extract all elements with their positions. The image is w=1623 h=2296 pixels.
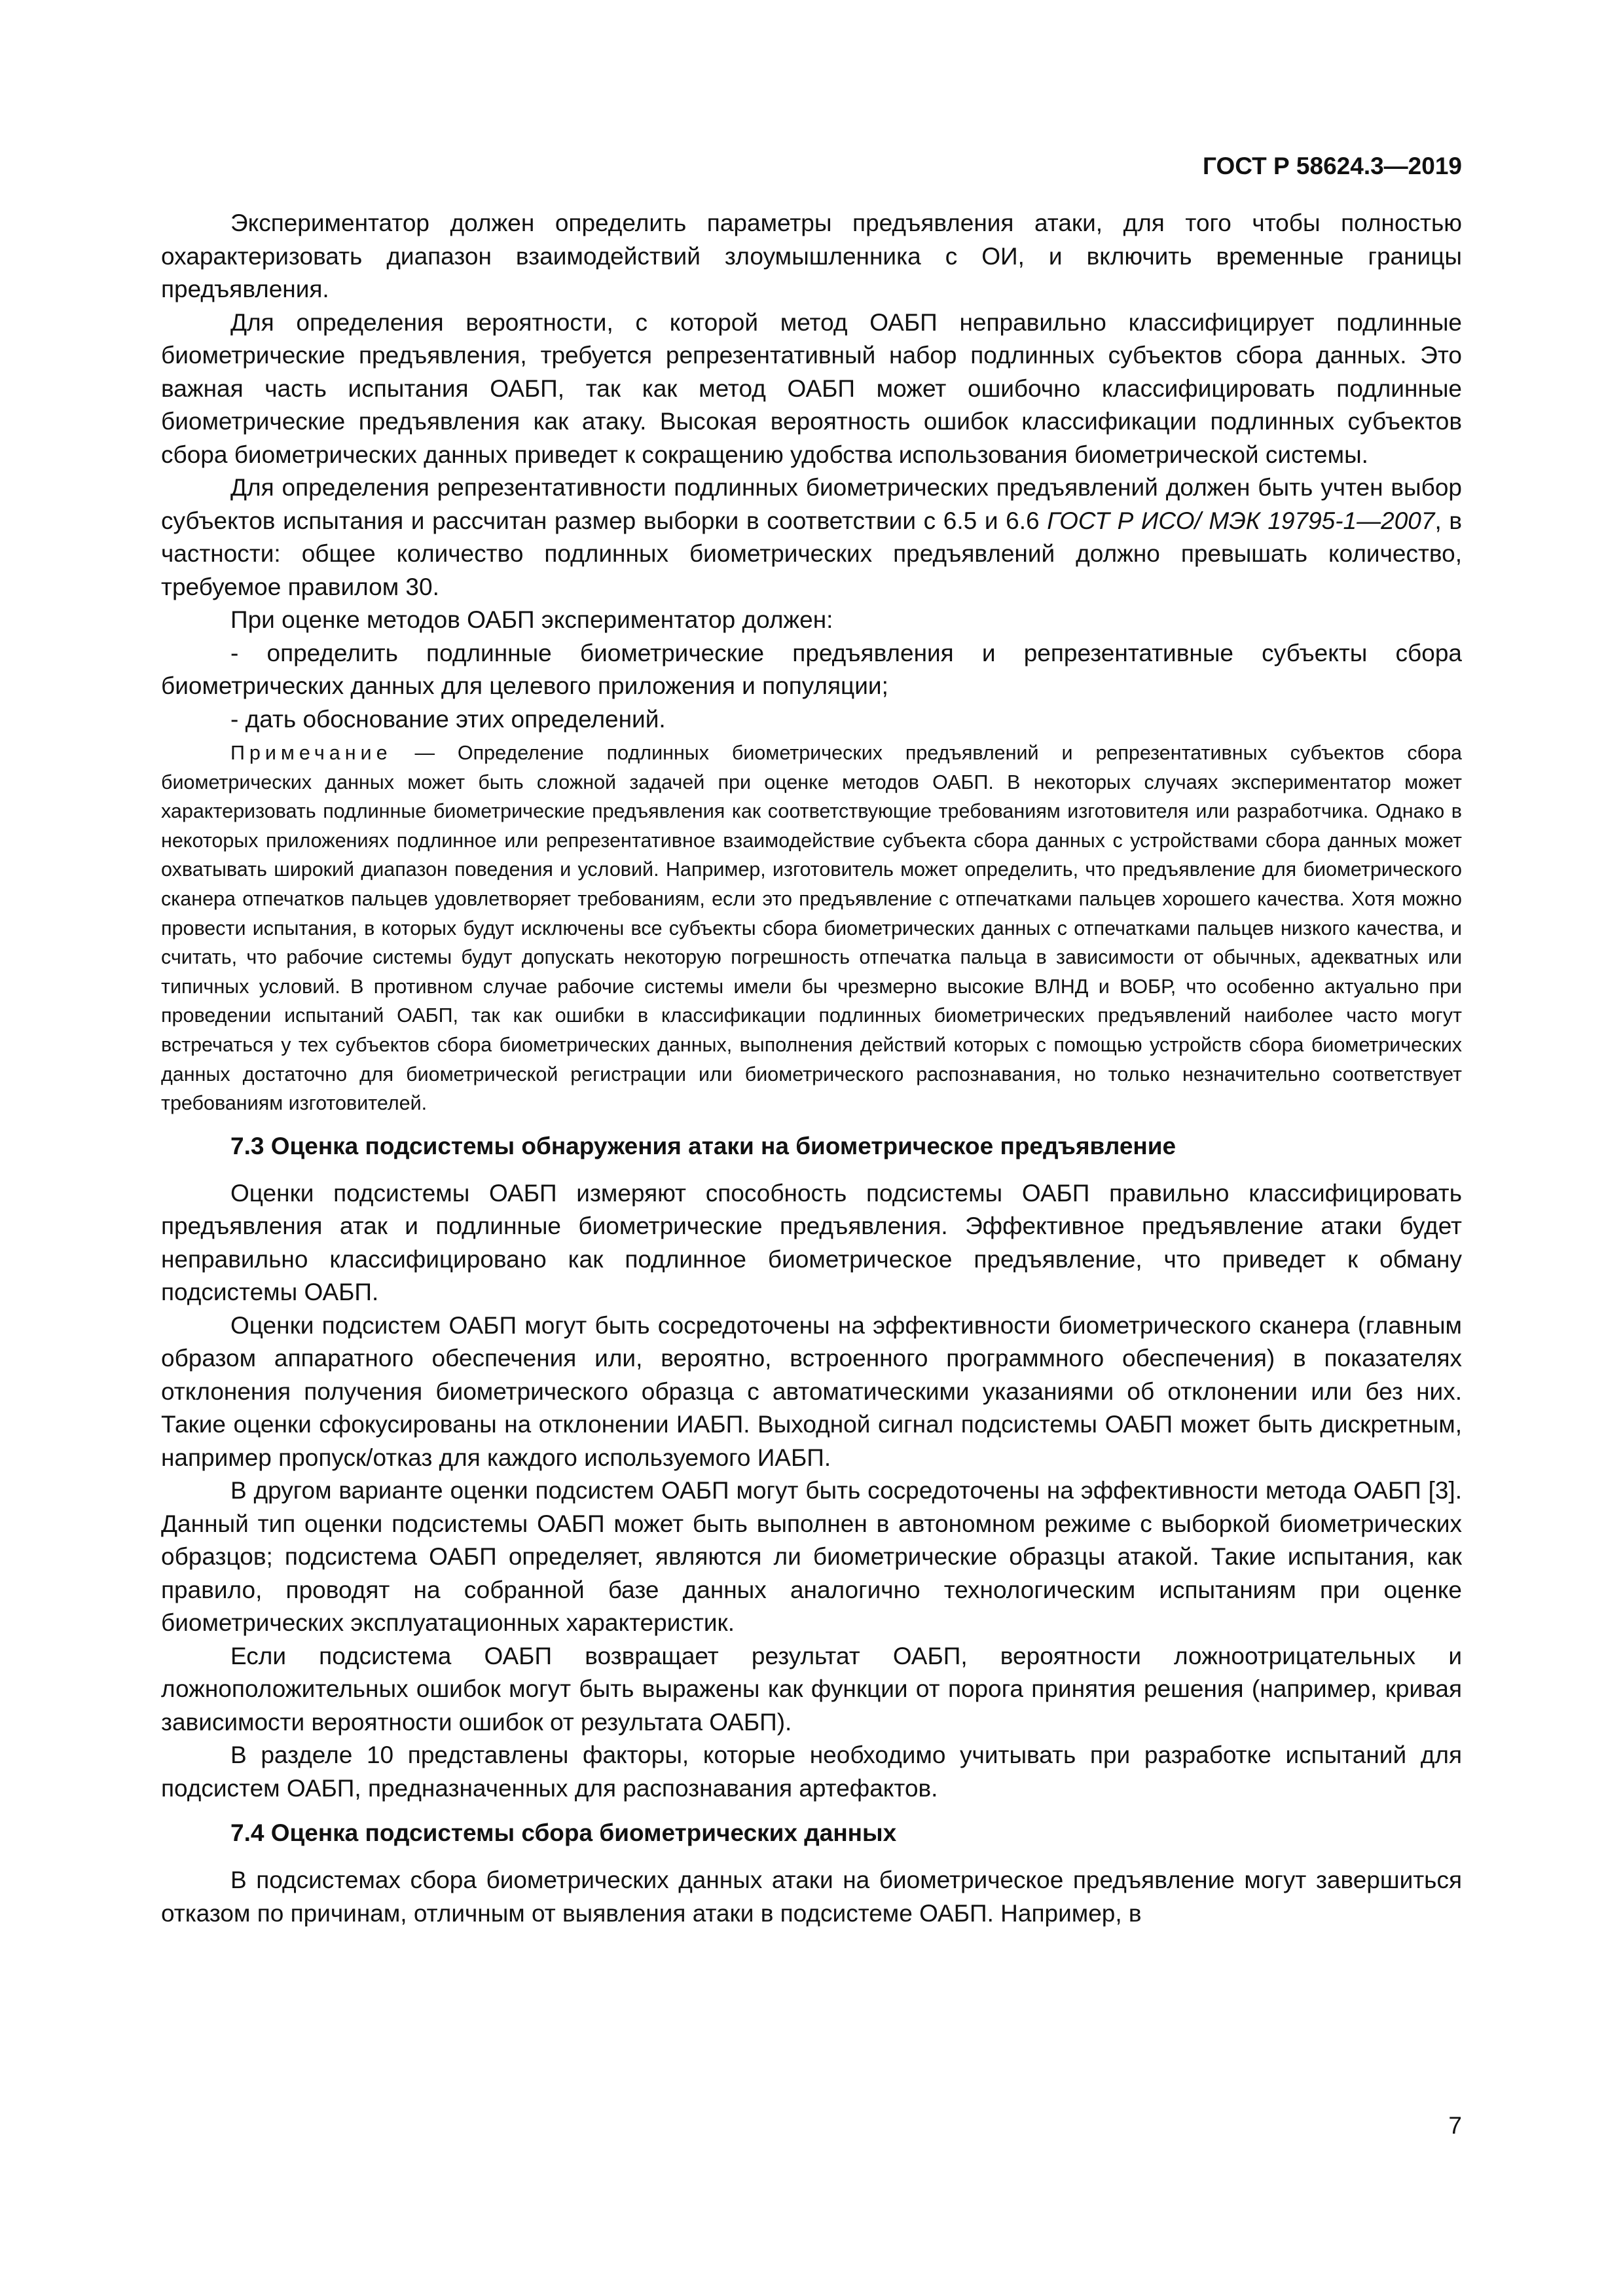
- section-heading: 7.3 Оценка подсистемы обнаружения атаки на биометрическое предъявление: [230, 1132, 1176, 1159]
- note-block: [161, 738, 1462, 1118]
- paragraph: В подсистемах сбора биометрических данных атаки на биометрическое предъявление могут завершиться отказом по причинам, отличным от выявления атаки в подсистеме ОАБП. Например, в: [161, 1867, 1462, 1927]
- page-number: 7: [1448, 2112, 1462, 2139]
- paragraph: Оценки подсистемы ОАБП измеряют способность подсистемы ОАБП правильно классифицировать предъявления атак и подлинные биометрические предъявления. Эффективное предъявление атаки будет неправильно классифицировано как подлинное биометрическое предъявление, что приведет к обману подсистемы ОАБП.: [161, 1179, 1462, 1306]
- standard-reference: ГОСТ Р ИСО/ МЭК 19795-1—2007: [1047, 507, 1435, 534]
- paragraph: Если подсистема ОАБП возвращает результат ОАБП, вероятности ложноотрицательных и ложноположительных ошибок могут быть выражены как функции от порога принятия решения (например, кривая зависимости вероятности ошибок от результата ОАБП).: [161, 1642, 1462, 1736]
- paragraph: Экспериментатор должен определить параметры предъявления атаки, для того чтобы полностью охарактеризовать диапазон взаимодействий злоумышленника с ОИ, и включить временные границы предъявления.: [161, 210, 1462, 302]
- document-header: [161, 152, 1462, 181]
- paragraph: Оценки подсистем ОАБП могут быть сосредоточены на эффективности биометрического сканера (главным образом аппаратного обеспечения или, вероятно, встроенного программного обеспечения) в показателях отклонения получения биометрического образца с автоматическими указаниями об отклонении или без них. Такие оценки сфокусированы на отклонении ИАБП. Выходной сигнал подсистемы ОАБП может быть дискретным, например пропуск/отказ для каждого используемого ИАБП.: [161, 1311, 1462, 1471]
- note-text: — Определение подлинных биометрических предъявлений и репрезентативных субъектов сбора биометрических данных может быть сложной задачей при оценке методов ОАБП. В некоторых случаях экспериментатор может характеризовать подлинные биометрические предъявления как соответствующие требованиям изготовителя или разработчика. Однако в некоторых приложениях подлинное или репрезентативное взаимодействие субъекта сбора данных с устройствами сбора данных может охватывать широкий диапазон поведения и условий. Например, изготовитель может определить, что предъявление для биометрического сканера отпечатков пальцев удовлетворяет требованиям, если это предъявление с отпечатками пальцев хорошего качества. Хотя можно провести испытания, в которых будут исключены все субъекты сбора биометрических данных с отпечатками пальцев низкого качества, и считать, что рабочие системы будут допускать некоторую погрешность отпечатка пальца в зависимости от обычных, адекватных или типичных условий. В противном случае рабочие системы имели бы чрезмерно высокие ВЛНД и ВОБР, что особенно актуально при проведении испытаний ОАБП, так как ошибки в классификации подлинных биометрических предъявлений наиболее часто могут встречаться у тех субъектов сбора биометрических данных, выполнения действий которых с помощью устройств сбора биометрических данных достаточно для биометрической регистрации или биометрического распознавания, но только незначительно соответствует требованиям изготовителей.: [161, 742, 1462, 1115]
- paragraph: Для определения вероятности, с которой метод ОАБП неправильно классифицирует подлинные биометрические предъявления, требуется репрезентативный набор подлинных субъектов сбора данных. Это важная часть испытания ОАБП, так как метод ОАБП может ошибочно классифицировать подлинные биометрические предъявления как атаку. Высокая вероятность ошибок классификации подлинных субъектов сбора биометрических данных приведет к сокращению удобства использования биометрической системы.: [161, 308, 1462, 468]
- paragraph: В разделе 10 представлены факторы, которые необходимо учитывать при разработке испытаний для подсистем ОАБП, предназначенных для распознавания артефактов.: [161, 1741, 1462, 1802]
- note-label: Примечание: [230, 742, 392, 764]
- list-item: - дать обоснование этих определений.: [230, 705, 666, 733]
- paragraph-with-reference: [161, 471, 1462, 604]
- paragraph: При оценке методов ОАБП экспериментатор должен:: [230, 606, 833, 633]
- document-id: ГОСТ Р 58624.3—2019: [1203, 153, 1462, 179]
- list-item: - определить подлинные биометрические предъявления и репрезентативные субъекты сбора биометрических данных для целевого приложения и популяции;: [161, 639, 1462, 699]
- paragraph-text: Для определения репрезентативности подлинных биометрических предъявлений должен быть учтен выбор субъектов испытания и рассчитан размер выборки в соответствии с 6.5 и 6.6: [161, 474, 1462, 534]
- section-heading: 7.4 Оценка подсистемы сбора биометрических данных: [230, 1819, 897, 1847]
- document-body: [161, 207, 1462, 1930]
- paragraph-text: , в частности: общее количество подлинных биометрических предъявлений должно превышать количество, требуемое правилом 30.: [161, 507, 1463, 600]
- paragraph: В другом варианте оценки подсистем ОАБП могут быть сосредоточены на эффективности метода ОАБП [3]. Данный тип оценки подсистемы ОАБП может быть выполнен в автономном режиме с выборкой биометрических образцов; подсистема ОАБП определяет, являются ли биометрические образцы атакой. Такие испытания, как правило, проводят на собранной базе данных аналогично технологическим испытаниям при оценке биометрических эксплуатационных характеристик.: [161, 1477, 1462, 1637]
